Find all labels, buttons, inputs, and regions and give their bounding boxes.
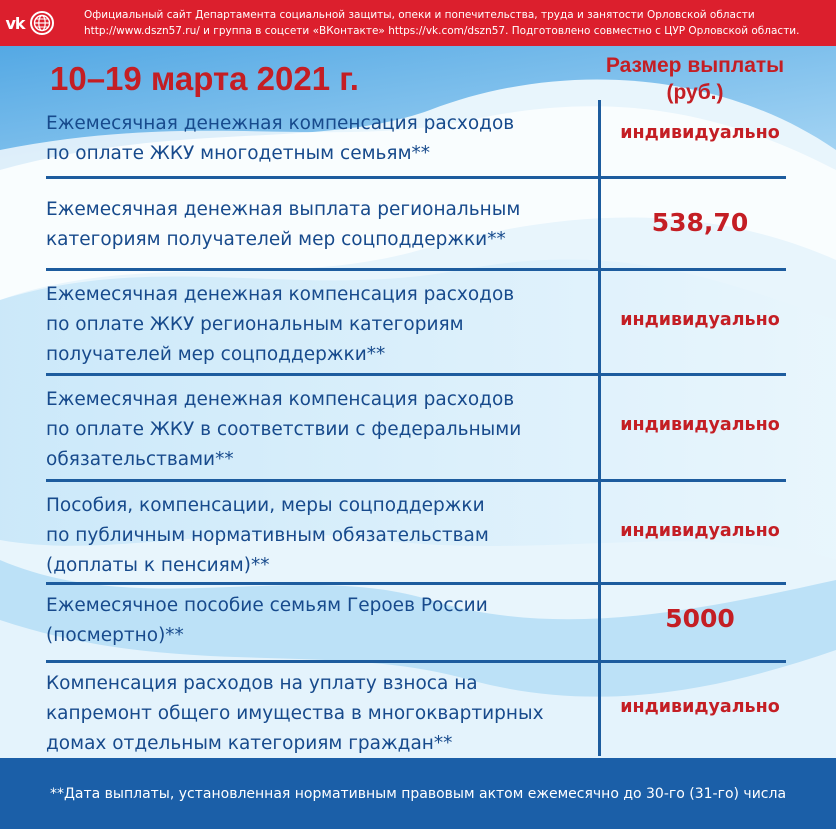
row-divider xyxy=(46,479,786,482)
row-label-line: (посмертно)** xyxy=(46,625,184,646)
logos xyxy=(4,10,54,36)
department-emblem-icon xyxy=(30,11,54,35)
row-value: 5000 xyxy=(665,604,735,633)
footer-note: **Дата выплаты, установленная нормативным правовым актом ежемесячно до 30-го (31-го) числа xyxy=(49,785,787,802)
row-label-line: по оплате ЖКУ в соответствии с федеральными xyxy=(46,419,522,440)
row-value: индивидуально xyxy=(620,521,780,541)
row-label-line: Ежемесячная денежная компенсация расходов xyxy=(46,284,515,305)
row-divider xyxy=(46,176,786,179)
row-label-line: капремонт общего имущества в многоквартирных xyxy=(46,703,544,724)
row-value: индивидуально xyxy=(620,310,780,330)
row-divider xyxy=(46,660,786,663)
payment-amount-header xyxy=(598,52,792,106)
row-label-line: Компенсация расходов на уплату взноса на xyxy=(46,673,478,694)
row-label xyxy=(46,491,586,581)
row-label-line: категориям получателей мер соцподдержки** xyxy=(46,229,506,250)
row-value: индивидуально xyxy=(620,415,780,435)
row-divider xyxy=(46,373,786,376)
row-label xyxy=(46,385,586,475)
row-label xyxy=(46,109,586,169)
row-divider xyxy=(46,582,786,585)
payment-period-title: 10–19 марта 2021 г. xyxy=(50,60,359,97)
row-label xyxy=(46,669,586,759)
row-label-line: Ежемесячная денежная выплата региональным xyxy=(46,199,521,220)
column-divider xyxy=(598,100,601,756)
header-links-line[interactable]: http://www.dszn57.ru/ и группа в соцсети «ВКонтакте» https://vk.com/dszn57. Подготовлено совместно с ЦУР Орловской области. xyxy=(84,25,800,37)
row-label-line: по оплате ЖКУ региональным категориям xyxy=(46,314,464,335)
row-value: 538,70 xyxy=(651,208,749,237)
row-label-line: Ежемесячное пособие семьям Героев России xyxy=(46,595,488,616)
row-value: индивидуально xyxy=(620,123,780,143)
row-label-line: Ежемесячная денежная компенсация расходов xyxy=(46,113,515,134)
row-divider xyxy=(46,268,786,271)
row-label-line: по публичным нормативным обязательствам xyxy=(46,525,489,546)
row-value: индивидуально xyxy=(620,697,780,717)
row-label-line: домах отдельным категориям граждан** xyxy=(46,733,453,754)
top-banner xyxy=(0,0,836,46)
row-label-line: обязательствами** xyxy=(46,449,234,470)
vk-logo-icon[interactable]: vk xyxy=(5,13,25,33)
row-label-line: (доплаты к пенсиям)** xyxy=(46,555,270,576)
row-label xyxy=(46,195,586,255)
header-site-line: Официальный сайт Департамента социальной защиты, опеки и попечительства, труда и занятости Орловской области xyxy=(84,9,755,21)
row-label-line: получателей мер соцподдержки** xyxy=(46,344,386,365)
footer-banner xyxy=(0,758,836,829)
row-label xyxy=(46,591,586,651)
payment-amount-header-line1: Размер выплаты xyxy=(605,54,785,77)
row-label xyxy=(46,280,586,370)
row-label-line: Пособия, компенсации, меры соцподдержки xyxy=(46,495,485,516)
row-label-line: Ежемесячная денежная компенсация расходов xyxy=(46,389,515,410)
payment-amount-header-line2: (руб.) xyxy=(666,81,724,104)
row-label-line: по оплате ЖКУ многодетным семьям** xyxy=(46,143,431,164)
